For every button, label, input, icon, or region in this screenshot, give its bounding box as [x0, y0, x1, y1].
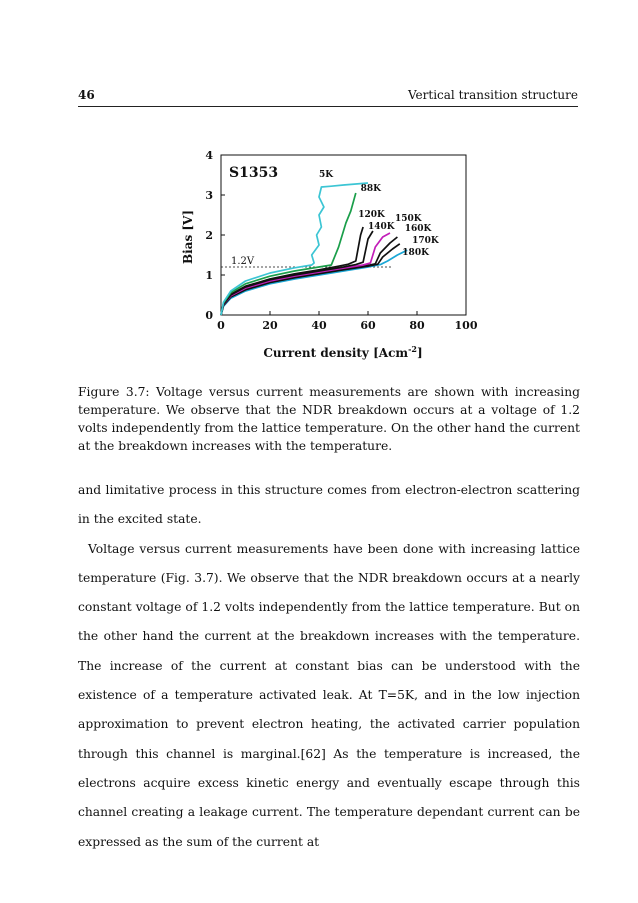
series-label-180K: 180K [402, 248, 429, 258]
header-rule [78, 106, 578, 107]
paragraph-2: Voltage versus current measurements have been done with increasing lattice temperature (Fig. 3.7). We observe that the NDR breakdown occurs at a nearly constant voltage of 1.2 volts independently from the lattice temperature. But on the other hand the current at the breakdown increases with the temperature. The increase of the current at constant bias can be understood with the existence of a temperature activated leak. At T=5K, and in the low injection approximation to prevent electron heating, the activated carrier population through this channel is marginal.[62] As the temperature is increased, the electrons acquire excess kinetic energy and eventually escape through this channel creating a leakage current. The temperature dependant current can be expressed as the sum of the current at [78, 541, 580, 849]
y-axis-label: Bias [V] [181, 209, 195, 265]
y-tick-label: 1 [205, 269, 213, 282]
x-axis [217, 311, 478, 332]
reference-label: 1.2V [231, 256, 255, 267]
series-group [221, 183, 407, 315]
body-text [78, 476, 580, 857]
x-axis-label-main: Current density [Acm [263, 346, 409, 360]
y-tick-label: 0 [205, 309, 213, 322]
series-label-88K: 88K [360, 184, 382, 194]
series-line-5K [221, 183, 368, 315]
series-labels [319, 170, 440, 258]
x-tick-label: 0 [217, 319, 225, 332]
x-tick-label: 100 [454, 319, 478, 332]
series-label-140K: 140K [368, 222, 395, 232]
x-tick-label: 80 [409, 319, 425, 332]
x-tick-label: 40 [311, 319, 327, 332]
bias-vs-current-chart [176, 145, 486, 370]
y-axis [205, 149, 225, 322]
page-number: 46 [78, 88, 95, 102]
y-tick-label: 3 [205, 189, 213, 202]
y-tick-label: 4 [205, 149, 213, 162]
series-label-5K: 5K [319, 170, 334, 180]
x-axis-label [263, 344, 422, 360]
series-label-160K: 160K [404, 224, 432, 234]
x-tick-label: 20 [262, 319, 278, 332]
page-header [78, 88, 578, 104]
x-axis-label-end: ] [416, 346, 423, 360]
series-line-88K [221, 193, 356, 315]
series-label-150K: 150K [394, 214, 422, 224]
x-axis-label-sup: -2 [408, 344, 417, 354]
chart-title: S1353 [229, 165, 279, 181]
figure-caption: Figure 3.7: Voltage versus current measurements are shown with increasing temperature. We observe that the NDR breakdown occurs at a voltage of 1.2 volts independently from the lattice temperature. On the other hand the current at the breakdown increases with the temperature. [78, 385, 580, 453]
y-tick-label: 2 [205, 229, 213, 242]
series-label-120K: 120K [358, 210, 385, 220]
running-title: Vertical transition structure [407, 88, 578, 102]
paragraph-1: and limitative process in this structure comes from electron-electron scattering in the excited state. [78, 483, 580, 527]
series-label-170K: 170K [412, 236, 439, 246]
x-tick-label: 60 [360, 319, 376, 332]
